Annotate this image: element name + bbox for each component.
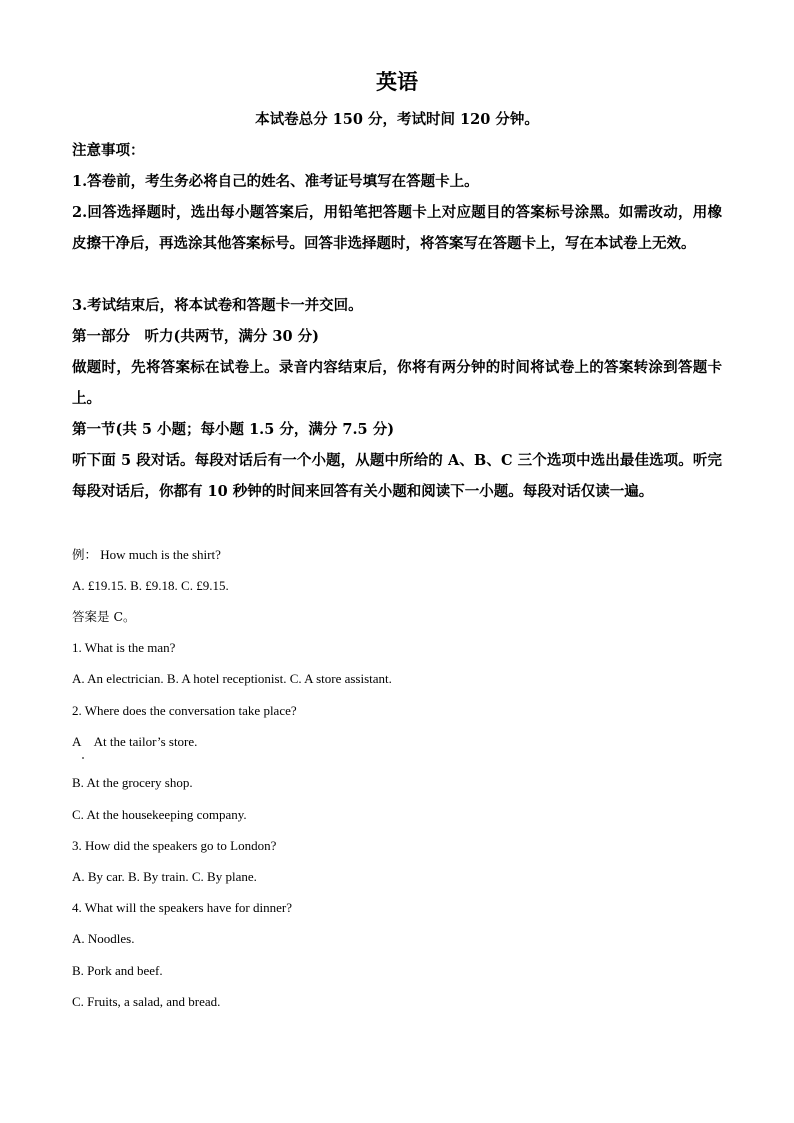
example-label: 例： bbox=[72, 547, 98, 562]
note-item-2: 2.回答选择题时，选出每小题答案后，用铅笔把答题卡上对应题目的答案标号涂黑。如需改动，用橡皮擦干净后，再选涂其他答案标号。回答非选择题时，将答案写在答题卡上，写在本试卷上无效。 bbox=[72, 204, 722, 252]
note-item-1: 1.答卷前，考生务必将自己的姓名、准考证号填写在答题卡上。 bbox=[72, 173, 479, 190]
question-3: 3. How did the speakers go to London? bbox=[72, 838, 277, 853]
page-title: 英语 bbox=[376, 69, 418, 94]
question-4-option-b: B. Pork and beef. bbox=[72, 963, 163, 978]
section1-instruction: 听下面 5 段对话。每段对话后有一个小题，从题中所给的 A、B、C 三个选项中选出最佳选项。听完每段对话后，你都有 10 秒钟的时间来回答有关小题和阅读下一小题。每段对话仅读一遍。 bbox=[72, 452, 722, 500]
question-4: 4. What will the speakers have for dinner? bbox=[72, 900, 292, 915]
question-3-options: A. By car. B. By train. C. By plane. bbox=[72, 869, 257, 884]
question-1-options: A. An electrician. B. A hotel receptionist. C. A store assistant. bbox=[72, 671, 392, 686]
question-1: 1. What is the man? bbox=[72, 640, 176, 655]
example-question-text: How much is the shirt? bbox=[100, 547, 221, 562]
example-answer: 答案是 C。 bbox=[72, 609, 136, 624]
question-2-option-a: A At the tailor’s store. bbox=[72, 734, 198, 749]
section1-heading: 第一节(共 5 小题；每小题 1.5 分，满分 7.5 分) bbox=[72, 421, 395, 438]
stray-dot bbox=[82, 757, 84, 759]
question-4-option-a: A. Noodles. bbox=[72, 931, 135, 946]
notes-heading: 注意事项： bbox=[72, 142, 145, 159]
part1-heading: 第一部分 听力(共两节，满分 30 分) bbox=[72, 328, 319, 345]
example-question bbox=[72, 546, 221, 564]
question-2-option-c: C. At the housekeeping company. bbox=[72, 807, 247, 822]
question-4-option-c: C. Fruits, a salad, and bread. bbox=[72, 994, 221, 1009]
example-options: A. £19.15. B. £9.18. C. £9.15. bbox=[72, 578, 229, 593]
note-item-3: 3.考试结束后，将本试卷和答题卡一并交回。 bbox=[72, 297, 363, 314]
question-2-option-b: B. At the grocery shop. bbox=[72, 775, 193, 790]
question-2: 2. Where does the conversation take place? bbox=[72, 703, 297, 718]
part1-instruction: 做题时，先将答案标在试卷上。录音内容结束后，你将有两分钟的时间将试卷上的答案转涂到答题卡上。 bbox=[72, 359, 722, 407]
exam-info: 本试卷总分 150 分，考试时间 120 分钟。 bbox=[255, 111, 539, 128]
